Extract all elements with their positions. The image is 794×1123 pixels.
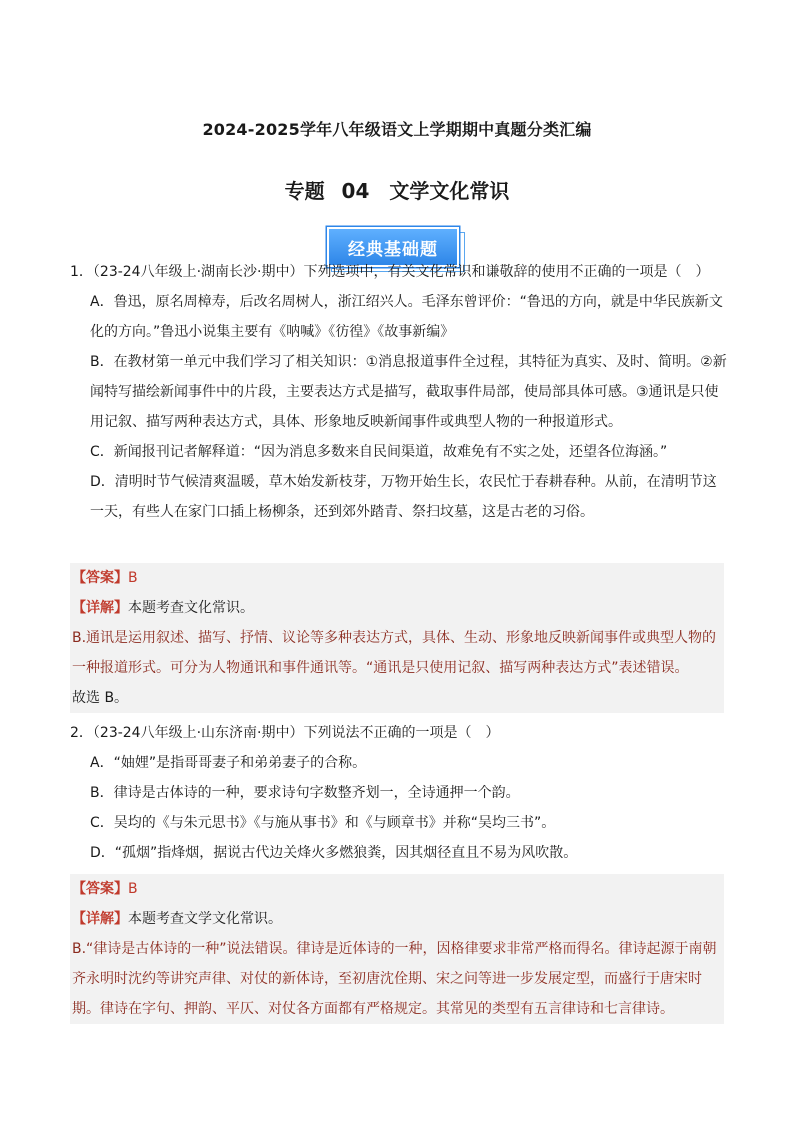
option-d: D．清明时节气候清爽温暖，草木始发新枝芽，万物开始生长，农民忙于春耕春种。从前，在清明节这一天，有些人在家门口插上杨柳条，还到郊外踏青、祭扫坟墓，这是古老的习俗。 [90,474,717,520]
answer-block-2 [70,874,724,1024]
conclusion: 故选 B。 [72,690,129,706]
topic-title: 专题 04 文学文化常识 [284,179,510,203]
page-title: 2024-2025学年八年级语文上学期期中真题分类汇编 [202,120,592,139]
answer-line [70,874,724,904]
option-b: B．在教材第一单元中我们学习了相关知识：①消息报道事件全过程，其特征为真实、及时、简明。②新闻特写描绘新闻事件中的片段，主要表达方式是描写，截取事件局部，使局部具体可感。③通讯是只使用记叙、描写两种表达方式，具体、形象地反映新闻事件或典型人物的一种报道形式。 [90,354,727,430]
detail-line [70,904,724,934]
detail-label: 【详解】 [72,600,128,616]
option-c: C．吴均的《与朱元思书》《与施从事书》和《与顾章书》并称“吴均三书”。 [90,815,556,831]
question-1 [70,257,730,527]
answer-line [70,563,724,593]
detail-intro: 本题考查文学文化常识。 [128,911,282,927]
answer-block-1 [70,563,724,713]
option-c: C．新闻报刊记者解释道：“因为消息多数来自民间渠道，故难免有不实之处，还望各位海涵。” [90,444,668,460]
explanation: B.“律诗是古体诗的一种”说法错误。律诗是近体诗的一种，因格律要求非常严格而得名。律诗起源于南朝齐永明时沈约等讲究声律、对仗的新体诗，至初唐沈佺期、宋之问等进一步发展定型，而盛行于唐宋时期。律诗在字句、押韵、平仄、对仗各方面都有严格规定。其常见的类型有五言律诗和七言律诗。 [72,941,717,1017]
answer-label: 【答案】 [72,881,128,897]
option-a: A．“妯娌”是指哥哥妻子和弟弟妻子的合称。 [90,755,367,771]
question-stem: 2．（23-24八年级上·山东济南·期中）下列说法不正确的一项是（ ） [70,725,500,741]
question-stem: 1．（23-24八年级上·湖南长沙·期中）下列选项中，有关文化常识和谦敬辞的使用不正确的一项是（ ） [70,264,710,280]
detail-label: 【详解】 [72,911,128,927]
option-d: D．“孤烟”指烽烟，据说古代边关烽火多燃狼粪，因其烟径直且不易为风吹散。 [90,845,578,861]
detail-line [70,593,724,623]
answer-value: B [128,570,138,586]
explanation: B.通讯是运用叙述、描写、抒情、议论等多种表达方式，具体、生动、形象地反映新闻事件或典型人物的一种报道形式。可分为人物通讯和事件通讯等。“通讯是只使用记叙、描写两种表达方式”表述错误。 [72,630,717,676]
option-b: B．律诗是古体诗的一种，要求诗句字数整齐划一，全诗通押一个韵。 [90,785,520,801]
option-a: A．鲁迅，原名周樟寿，后改名周树人，浙江绍兴人。毛泽东曾评价：“鲁迅的方向，就是中华民族新文化的方向。”鲁迅小说集主要有《呐喊》《彷徨》《故事新编》 [90,294,723,340]
detail-intro: 本题考查文化常识。 [128,600,254,616]
question-2 [70,718,730,868]
answer-label: 【答案】 [72,570,128,586]
answer-value: B [128,881,138,897]
banner-label: 经典基础题 [327,227,459,267]
